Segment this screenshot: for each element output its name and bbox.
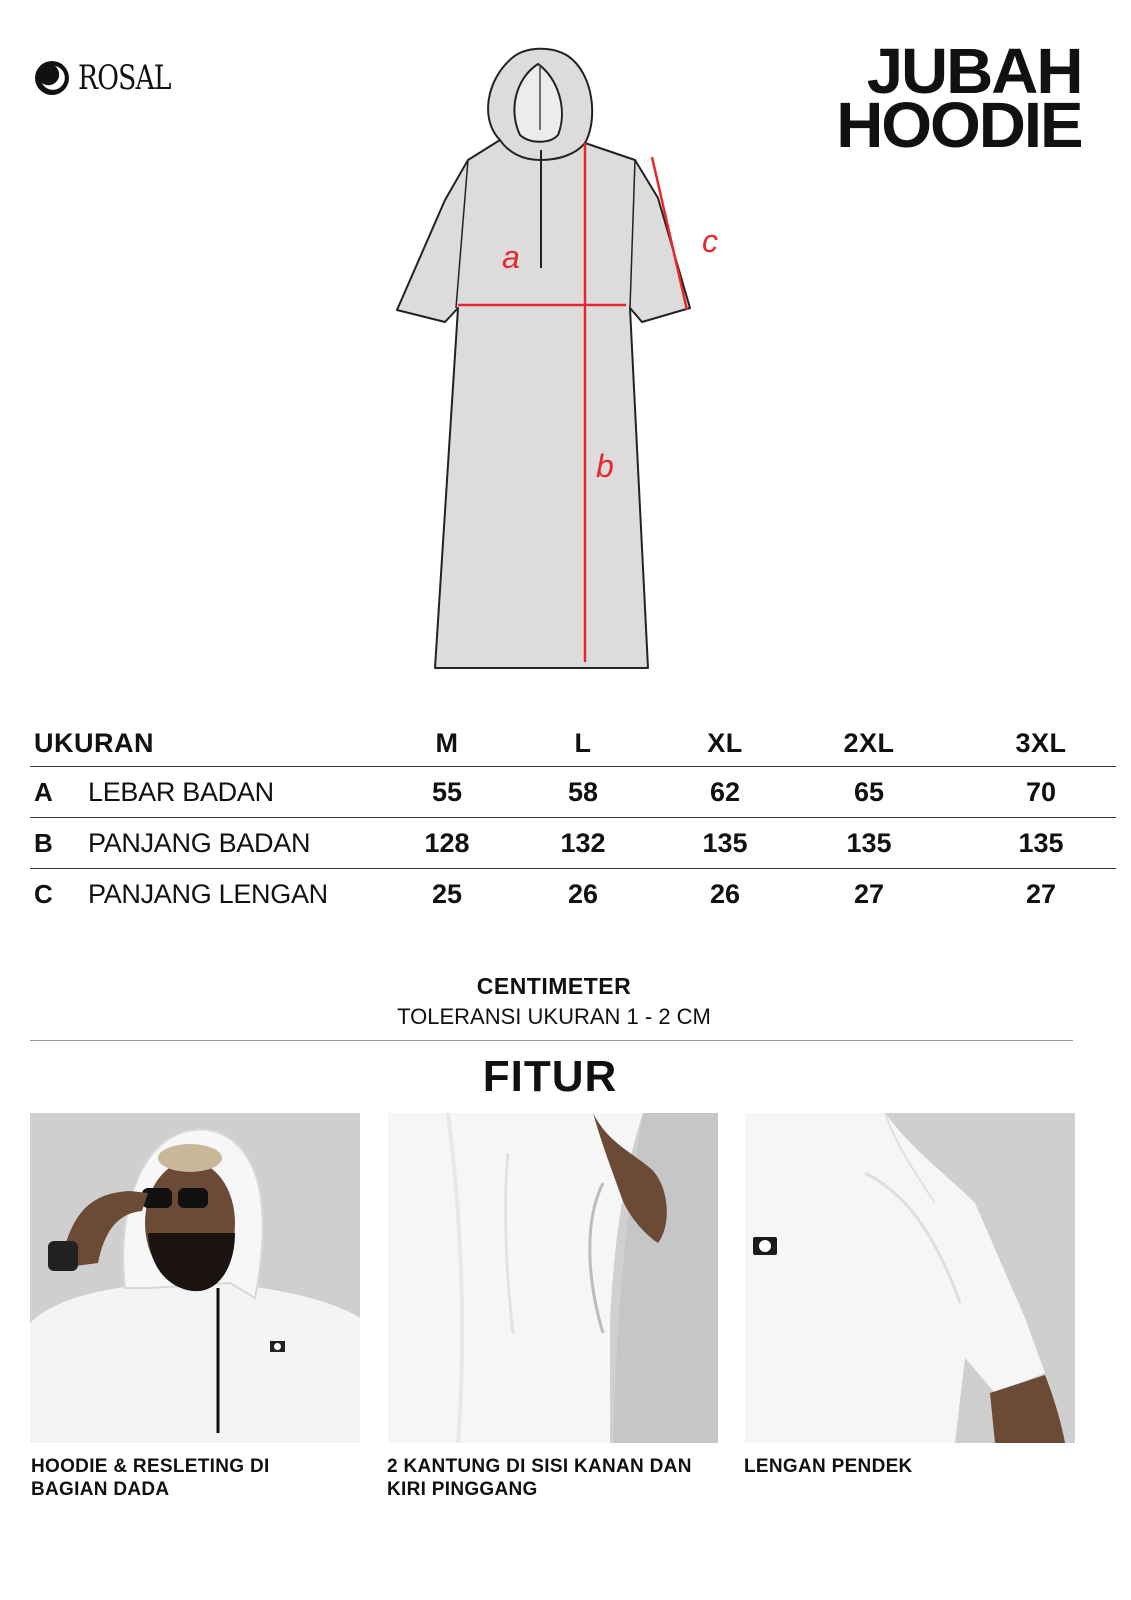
table-row-c	[30, 869, 1116, 919]
section-divider	[30, 1040, 1073, 1041]
garment-body	[397, 140, 690, 668]
measure-label-a: a	[502, 239, 520, 275]
row-code: A	[34, 776, 53, 807]
row-value: 26	[709, 878, 741, 909]
row-value: 62	[709, 776, 741, 807]
row-value: 27	[1025, 878, 1057, 909]
product-title	[835, 35, 1081, 161]
feature-photo-pockets	[388, 1113, 718, 1443]
row-value: 135	[846, 827, 892, 858]
row-value: 135	[1018, 827, 1064, 858]
row-code: C	[34, 878, 53, 909]
units-title: CENTIMETER	[476, 973, 632, 999]
row-value: 65	[853, 776, 885, 807]
title-line-1: JUBAH	[866, 35, 1081, 107]
tolerance-note: TOLERANSI UKURAN 1 - 2 CM	[397, 1004, 711, 1029]
size-header-m: M	[435, 727, 459, 758]
row-value: 128	[424, 827, 470, 858]
row-code: B	[34, 827, 53, 858]
size-header-xl: XL	[707, 727, 743, 758]
size-header-l: L	[574, 727, 592, 758]
feature-caption-sleeve: LENGAN PENDEK	[744, 1456, 913, 1477]
row-value: 27	[853, 878, 885, 909]
brand-name: ROSAL	[78, 58, 171, 98]
row-value: 132	[560, 827, 606, 858]
size-header-3xl: 3XL	[1015, 727, 1067, 758]
row-value: 26	[567, 878, 599, 909]
garment-size-diagram	[390, 40, 718, 680]
size-header-2xl: 2XL	[843, 727, 895, 758]
row-value: 70	[1025, 776, 1057, 807]
table-row-a	[30, 767, 1116, 818]
feature-caption-hoodie: HOODIE & RESLETING DI BAGIAN DADA	[31, 1456, 270, 1500]
features-title: FITUR	[482, 1052, 618, 1101]
row-label: LEBAR BADAN	[88, 776, 274, 807]
feature-photo-sleeve	[745, 1113, 1075, 1443]
title-line-2: HOODIE	[835, 89, 1081, 161]
rosal-logo-icon	[34, 60, 70, 96]
row-value: 25	[431, 878, 463, 909]
size-table	[30, 720, 1116, 919]
row-label: PANJANG LENGAN	[88, 878, 328, 909]
table-row-b	[30, 818, 1116, 869]
measure-label-b: b	[596, 448, 614, 484]
row-value: 55	[431, 776, 463, 807]
size-table-header	[30, 720, 1116, 767]
row-value: 58	[567, 776, 599, 807]
feature-photo-hoodie	[30, 1113, 360, 1443]
row-label: PANJANG BADAN	[88, 827, 311, 858]
units-note	[0, 973, 1108, 1030]
row-value: 135	[702, 827, 748, 858]
size-header-title: UKURAN	[34, 727, 154, 758]
feature-caption-pockets: 2 KANTUNG DI SISI KANAN DAN KIRI PINGGANG	[387, 1456, 692, 1500]
brand-logo	[34, 58, 197, 98]
measure-label-c: c	[702, 223, 718, 259]
